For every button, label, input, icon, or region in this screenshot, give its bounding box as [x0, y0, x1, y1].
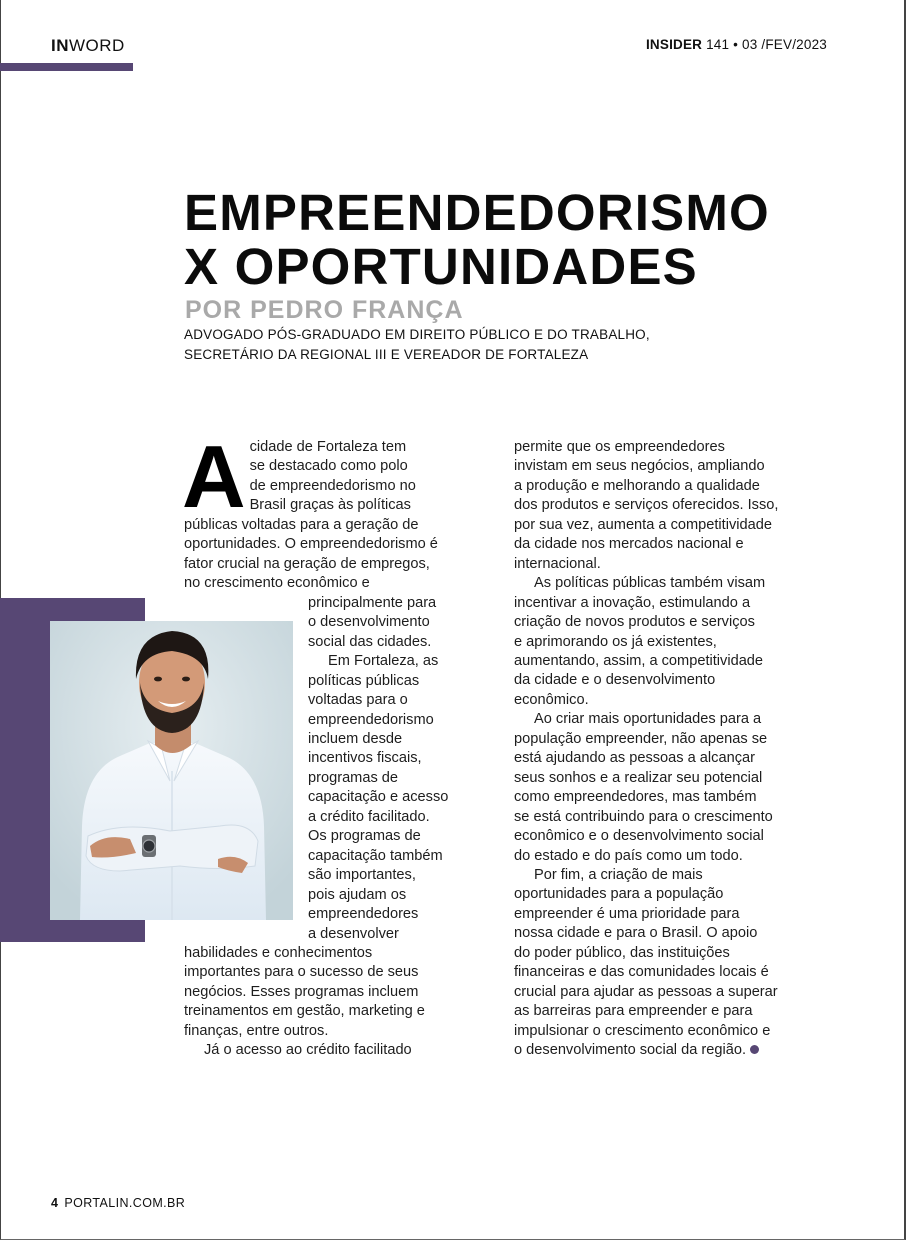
text-line: do estado e do país como um todo.	[514, 847, 743, 864]
page-footer	[51, 1196, 185, 1210]
paragraph-2	[184, 652, 464, 1041]
text-line: as barreiras para empreender e para	[514, 1003, 753, 1020]
byline: POR PEDRO FRANÇA	[185, 296, 464, 324]
article-title	[184, 186, 770, 294]
text-line: finanças, entre outros.	[184, 1022, 329, 1039]
text-line: o desenvolvimento	[308, 614, 430, 631]
text-line: empreender é uma prioridade para	[514, 905, 740, 922]
text-line: a desenvolver	[308, 925, 399, 942]
text-line: Ao criar mais oportunidades para a	[534, 711, 762, 728]
text-line: a produção e melhorando a qualidade	[514, 477, 760, 494]
text-line: políticas públicas	[308, 672, 420, 689]
text-line: capacitação e acesso	[308, 789, 449, 806]
last-text-line	[514, 1041, 796, 1060]
text-line: Por fim, a criação de mais	[534, 866, 703, 883]
text-line: Em Fortaleza, as	[328, 653, 439, 670]
paragraph-4	[514, 574, 796, 710]
text-line: As políticas públicas também visam	[534, 575, 766, 592]
section-label	[51, 36, 125, 56]
text-line: da cidade nos mercados nacional e	[514, 536, 744, 553]
page-number: 4	[51, 1196, 59, 1210]
title-line-2: X OPORTUNIDADES	[184, 238, 698, 295]
paragraph-3	[184, 1041, 464, 1060]
text-line: no crescimento econômico e	[184, 575, 370, 592]
text-line: voltadas para o	[308, 692, 408, 709]
text-line: empreendedores	[308, 906, 419, 923]
text-line: fator crucial na geração de empregos,	[184, 555, 430, 572]
drop-cap: A	[182, 427, 246, 526]
text-line: econômico.	[514, 691, 589, 708]
text-line: a crédito facilitado.	[308, 808, 430, 825]
text-line: invistam em seus negócios, ampliando	[514, 458, 765, 475]
text-line: dos produtos e serviços oferecidos. Isso,	[514, 497, 779, 514]
text-line: incentivos fiscais,	[308, 750, 422, 767]
author-desc-line-1: ADVOGADO PÓS-GRADUADO EM DIREITO PÚBLICO E DO TRABALHO,	[184, 327, 650, 342]
text-line: programas de	[308, 769, 399, 786]
paragraph-1	[182, 427, 464, 652]
text-line: pois ajudam os	[308, 886, 407, 903]
text-line: treinamentos em gestão, marketing e	[184, 1003, 425, 1020]
text-line: são importantes,	[308, 867, 416, 884]
section-accent-bar	[0, 63, 133, 71]
text-line: e aprimorando os já existentes,	[514, 633, 717, 650]
text-line: negócios. Esses programas incluem	[184, 983, 419, 1000]
author-description	[184, 325, 650, 364]
text-line: aumentando, assim, a competitividade	[514, 652, 764, 669]
text-line: permite que os empreendedores	[514, 439, 725, 455]
end-of-article-icon	[750, 1045, 759, 1054]
text-line: por sua vez, aumenta a competitividade	[514, 516, 772, 533]
issue-info	[646, 37, 827, 52]
text-line: econômico e o desenvolvimento social	[514, 828, 764, 845]
title-line-1: EMPREENDEDORISMO	[184, 184, 770, 241]
text-line: Os programas de	[308, 828, 421, 845]
text-line: seus sonhos e a realizar seu potencial	[514, 769, 763, 786]
text-line: incluem desde	[308, 730, 403, 747]
article-column-1	[182, 427, 464, 1061]
text-line: Já o acesso ao crédito facilitado	[204, 1042, 412, 1059]
paragraph-5	[514, 710, 796, 866]
text-line: social das cidades.	[308, 633, 432, 650]
issue-number-date: 141 • 03 /FEV/2023	[702, 37, 827, 52]
article-column-2	[514, 438, 796, 1061]
text-line: capacitação também	[308, 847, 443, 864]
text-line: se destacado como polo	[249, 458, 408, 475]
text-line: financeiras e das comunidades locais é	[514, 964, 769, 981]
text-line: nossa cidade e para o Brasil. O apoio	[514, 925, 758, 942]
text-line: importantes para o sucesso de seus	[184, 964, 419, 981]
text-line: do poder público, das instituições	[514, 944, 730, 961]
text-line: se está contribuindo para o crescimento	[514, 808, 773, 825]
text-line: internacional.	[514, 555, 601, 572]
text-line: públicas voltadas para a geração de	[184, 517, 419, 533]
text-line: o desenvolvimento social da região.	[514, 1042, 747, 1059]
text-line: habilidades e conhecimentos	[184, 944, 373, 961]
paragraph-3-continued	[514, 438, 796, 574]
text-line: principalmente para	[308, 594, 437, 611]
text-line: está ajudando as pessoas a alcançar	[514, 750, 755, 767]
paragraph-6	[514, 866, 796, 1061]
text-line: oportunidades para a população	[514, 886, 724, 903]
text-line: como empreendedores, mas também	[514, 789, 757, 806]
text-line: criação de novos produtos e serviços	[514, 614, 755, 631]
text-line: de empreendedorismo no	[249, 477, 416, 494]
author-desc-line-2: SECRETÁRIO DA REGIONAL III E VEREADOR DE FORTALEZA	[184, 346, 589, 362]
text-line: cidade de Fortaleza tem	[249, 439, 407, 455]
text-line: oportunidades. O empreendedorismo é	[184, 536, 438, 553]
text-line: impulsionar o crescimento econômico e	[514, 1022, 771, 1039]
text-line: Brasil graças às políticas	[249, 497, 411, 514]
section-label-regular: WORD	[69, 36, 125, 55]
text-line: da cidade e o desenvolvimento	[514, 672, 716, 689]
magazine-name: INSIDER	[645, 37, 703, 52]
text-line: população empreender, não apenas se	[514, 730, 768, 747]
site-url: PORTALIN.COM.BR	[64, 1196, 186, 1210]
text-line: empreendedorismo	[308, 711, 434, 728]
text-line: crucial para ajudar as pessoas a superar	[514, 983, 778, 1000]
section-label-bold: IN	[51, 36, 69, 55]
text-line: incentivar a inovação, estimulando a	[514, 594, 751, 611]
